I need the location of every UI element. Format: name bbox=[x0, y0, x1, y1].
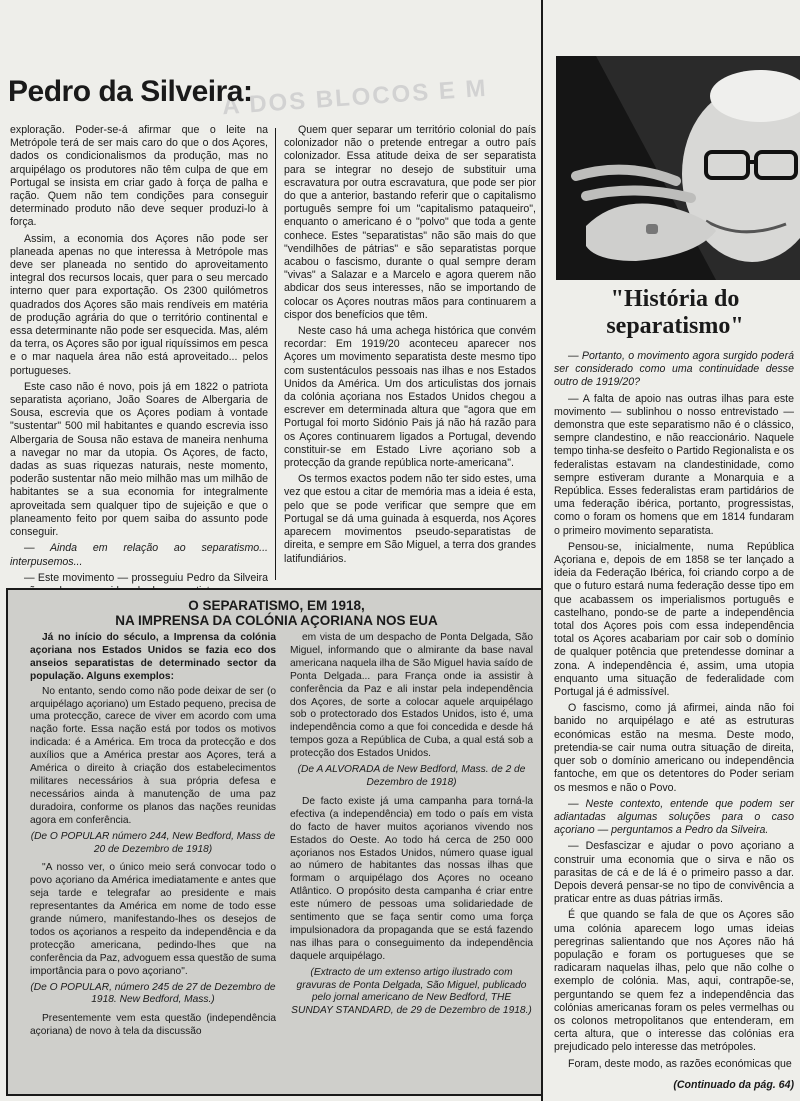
portrait-illustration bbox=[556, 56, 800, 280]
continued-note: (Continuado da pág. 64) bbox=[673, 1078, 794, 1091]
paragraph: — Este movimento — prosseguiu Pedro da Silveira bbox=[24, 571, 268, 584]
paragraph: Quem quer separar um território colonial do país colonizador não o pretende entregar a outro país colonizador. Essa atitude deixa de ser separatista para se integrar no desejo de substituir uma escravatura por outra escravatura, que pode ser pior do que a anterior, bastando referir que o capitalismo português sempre foi um "capitalismo pataqueiro", enquanto o americano é o "polvo" que toda a gente conhece. Estes "separatistas" não são mais do que "vendilhões de pátrias" e são separatistas porque acabou o fascismo, durante o qual sempre deram "vivas" a Salazar e a Marcelo e agora querem não abdicar dos seus interesses, não se importando de colocar os Açores noutras mãos para continuarem a cispor dos benefícios que têm. bbox=[284, 124, 536, 321]
sidebar-paragraph: Presentemente vem esta questão (independência açoriana) de novo à tela da discussão bbox=[30, 1013, 276, 1038]
source-citation: (De A ALVORADA de New Bedford, Mass. de 2 de Dezembro de 1918) bbox=[297, 764, 526, 788]
paragraph: O fascismo, como já afirmei, ainda não foi banido no arquipélago e até as estruturas económicas estão na mesma. Deste modo, pretendia-se cair numa outra situação de direita, quer sob o domínio americano ou independência fantoche, em que os detentores do Poder seriam os mesmos e não o Povo. bbox=[554, 702, 794, 794]
portrait-photo bbox=[556, 56, 800, 280]
sidebar-paragraph: "A nosso ver, o único meio será convocar todo o povo açoriano da América imediatamente e antes que seja tarde e telegrafar ao presidente e mais representantes da América em nome de todo esse grande número, manifestando-lhes os desejos de todos os açorianos a respeito da independência e da protecção americana, pedindo-lhes que na conferência da Paz, advoguem essa questão de suma importância para o povo açoriano". bbox=[30, 862, 276, 977]
article-title: Pedro da Silveira: bbox=[8, 75, 253, 108]
text-column-middle bbox=[284, 124, 536, 569]
paragraph: — A falta de apoio nas outras ilhas para este movimento — sublinhou o nosso entrevistado — demonstra que este separatismo não é o clássico, sempre clandestino, e não reaccionário. Naquele tempo tinha-se desfeito o Partido Regionalista e os federalistas estavam na clandestinidade, como sempre estiveram durante a Monarquia e a República. Esses federalistas eram partidários de uma federação ibérica, portanto, progressistas, como o foram os homens que em 1814 fundaram o primeiro movimento separatista. bbox=[554, 392, 794, 537]
paragraph: — Portanto, o movimento agora surgido poderá ser considerado como uma continuidade desse outro de 1919/20? bbox=[554, 350, 794, 389]
sidebar-box-title bbox=[18, 598, 535, 628]
paragraph: Os termos exactos podem não ter sido estes, uma vez que estou a citar de memória mas a ideia é esta, pelo que se pode verificar que sempre que em Portugal se dá uma guinada à esquerda, nos Açores aparecem movimentos pseudo-separatistas de direita, e sempre em São Miguel, a terra dos grandes latifundiários. bbox=[284, 473, 536, 565]
source-citation: (Extracto de um extenso artigo ilustrado com gravuras de Ponta Delgada, São Miguel, publicado pelo jornal americano de New Bedford, THE SUNDAY STANDARD, de 29 de Dezembro de 1918.) bbox=[291, 966, 532, 1017]
sidebar-column-right bbox=[290, 632, 533, 1024]
middle-column-rule bbox=[275, 128, 276, 580]
paragraph: Neste caso há uma achega histórica que convém recordar: Em 1919/20 aconteceu aparecer nos Açores um movimento separatista deste mesmo tipo com sustentáculos pessoais nas ilhas e nos Estados Unidos da América. Um dos articulistas dos jornais da colónia açoriana nos Estados Unidos chegou a escrever em determinada altura que "agora que em Portugal foi morto Sidónio Pais já não há razão para os Açores continuarem ligados a Portugal, devendo constituir-se em Estado Livre açoriano sob a protecção da grande república norte-americana". bbox=[284, 325, 536, 470]
sidebar-paragraph: De facto existe já uma campanha para torná-la efectiva (a independência) em todo o país em vista do facto de haver muitos açorianos vivendo nos Estados do Oeste. Ao todo há cerca de 250 000 açorianos nos Estados Unidos, número quase igual ao número de habitantes das nossas ilhas que formam o arquipélago dos Açores no oceano Atlântico. O propósito desta campanha é criar entre este número de pessoas uma solidariedade de sentimento que se faça sentir como uma força impulsionadora da propaganda que se está fazendo nas ilhas para o conseguimento da independência daquele arquipélago. bbox=[290, 795, 533, 962]
paragraph: exploração. Poder-se-á afirmar que o leite na Metrópole terá de ser mais caro do que o dos Açores, dados os condicionalismos da produção, mas no arquipélago os produtores não têm culpa de que em Portugal se insista em criar gado à força de palha e ração. Quem não tem condições para conseguir determinado produto não deve sequer produzi-lo à força. bbox=[10, 124, 268, 229]
paragraph: Foram, deste modo, as razões económicas que bbox=[568, 1057, 792, 1070]
sidebar-paragraph: em vista de um despacho de Ponta Delgada, São Miguel, informando que o almirante da base naval americana naquela ilha de São Miguel havia saído de Ponta Delgada... para França onde ia assistir à conferência da Paz e ali instar pela independência dos Açores, de sorte a colocar aquele arquipélago sob o protectorado dos Estados Unidos, isto é, uma independência como a que foi concedida e desde há tempos goza a República de Cuba, a qual está sob a protecção dos Estados Unidos. bbox=[290, 632, 533, 760]
paragraph: Assim, a economia dos Açores não pode ser planeada apenas no que interessa à Metrópole mas deve ser planeada no sentido do aproveitamento integral dos recursos locais, quer para o seu mercado interno quer para exportação. Os 2300 quilómetros quadrados dos Açores são mais rendíveis em matéria de produção agrária do que o território continental e essa determinante não pode ser esquecida. Mas, além da terra, os Açores são por igual riquíssimos em pesca e o mar naquela área não está aproveitado... pelos portugueses. bbox=[10, 232, 268, 377]
paragraph: — Ainda em relação ao separatismo... interpusemos... bbox=[10, 542, 268, 568]
sidebar-paragraph: Já no início do século, a Imprensa da colónia açoriana nos Estados Unidos se fazia eco dos anseios separatistas de determinado sector da população. Alguns exemplos: bbox=[30, 632, 276, 682]
section-subheading: "História do separatismo" bbox=[606, 286, 744, 339]
paragraph: — Desfascizar e ajudar o povo açoriano a construir uma economia que o sirva e não os parasitas de cá e de lá é o primeiro passo a dar. Depois deverá pensar-se no tipo de convivência a praticar entre as duas pátrias irmãs. bbox=[554, 840, 794, 906]
sidebar-box bbox=[6, 588, 543, 1096]
sidebar-paragraph: No entanto, sendo como não pode deixar de ser (o arquipélago açoriano) um Estado pequeno, precisa de uma protecção, carece de viver em acordo com uma nação forte. Essa nação está por todos os motivos indicada: é a América. Em troca da protecção e dos auxílios que a América prestar aos Açores, terá a América o direito à criação dos estabelecimentos militares necessários à sua própria defesa e necessários ainda à manutenção de uma paz duradoira, conforme os planos das nações reunidas agora em conferência. bbox=[30, 685, 276, 826]
paragraph: — Neste contexto, entende que podem ser adiantadas algumas soluções para o caso açoriano — perguntamos a Pedro da Silveira. bbox=[554, 797, 794, 837]
text-column-left bbox=[10, 124, 268, 601]
ghost-banner-text: A DOS BLOCOS E M bbox=[221, 74, 489, 121]
source-citation: (De O POPULAR número 244, New Bedford, Mass de 20 de Dezembro de 1918) bbox=[30, 830, 276, 855]
sidebar-title-line1: O SEPARATISMO, EM 1918, bbox=[188, 598, 365, 613]
sidebar-title-line2: NA IMPRENSA DA COLÓNIA AÇORIANA NOS EUA bbox=[115, 613, 438, 628]
paragraph: Pensou-se, inicialmente, numa República Açoriana e, depois de em 1858 se ter lançado a ideia da Federação Ibérica, foi criando corpo a de que o futuro estará numa federação desse tipo em que acabassem os imperialismos português e castelhano, pondo-se de parte a independência total dos Açores pois com essa independência total os Açores acabariam por cair sob o domínio de qualquer potência que pretendesse dominar a zona. A independência é, assim, uma utopia enquanto uma situação de federalidade com Portugal já é admissível. bbox=[554, 540, 794, 699]
paragraph: Este caso não é novo, pois já em 1822 o patriota separatista açoriano, João Soares de Albergaria de Sousa, escrevia que os Açores podiam à vontade "sustentar" 500 mil habitantes e quando escrevia isso Albergaria de Sousa não estava de maneira nenhuma a navegar no mar da utopia. Os Açores, de facto, dadas as suas riquezas naturais, neste momento, poderão sustentar não meio milhão mas um milhão de habitantes se a sua economia for integralmente aproveitada sem qualquer tipo de sujeição e que o planeamento feito por quem saiba do assunto pode conseguir. bbox=[10, 380, 268, 539]
source-citation: (De O POPULAR, número 245 de 27 de Dezembro de 1918. New Bedford, Mass.) bbox=[30, 981, 276, 1006]
text-column-right bbox=[554, 350, 794, 1095]
paragraph: É que quando se fala de que os Açores são uma colónia aparecem logo umas ideias peregrinas salientando que nos Açores não há população e foram os portugueses que se radicaram naquelas ilhas, pelo que não colhe o exemplo de colónia. Mas, aqui, contrapõe-se, perguntando se quem fez a independência das colónias americanas foram os peles vermelhas ou os colonos metropolitanos que entenderam, em certa altura, que o interesse das colónias era prejudicado pelo interesse das metrópoles. bbox=[554, 909, 794, 1054]
sidebar-column-left bbox=[30, 632, 276, 1041]
